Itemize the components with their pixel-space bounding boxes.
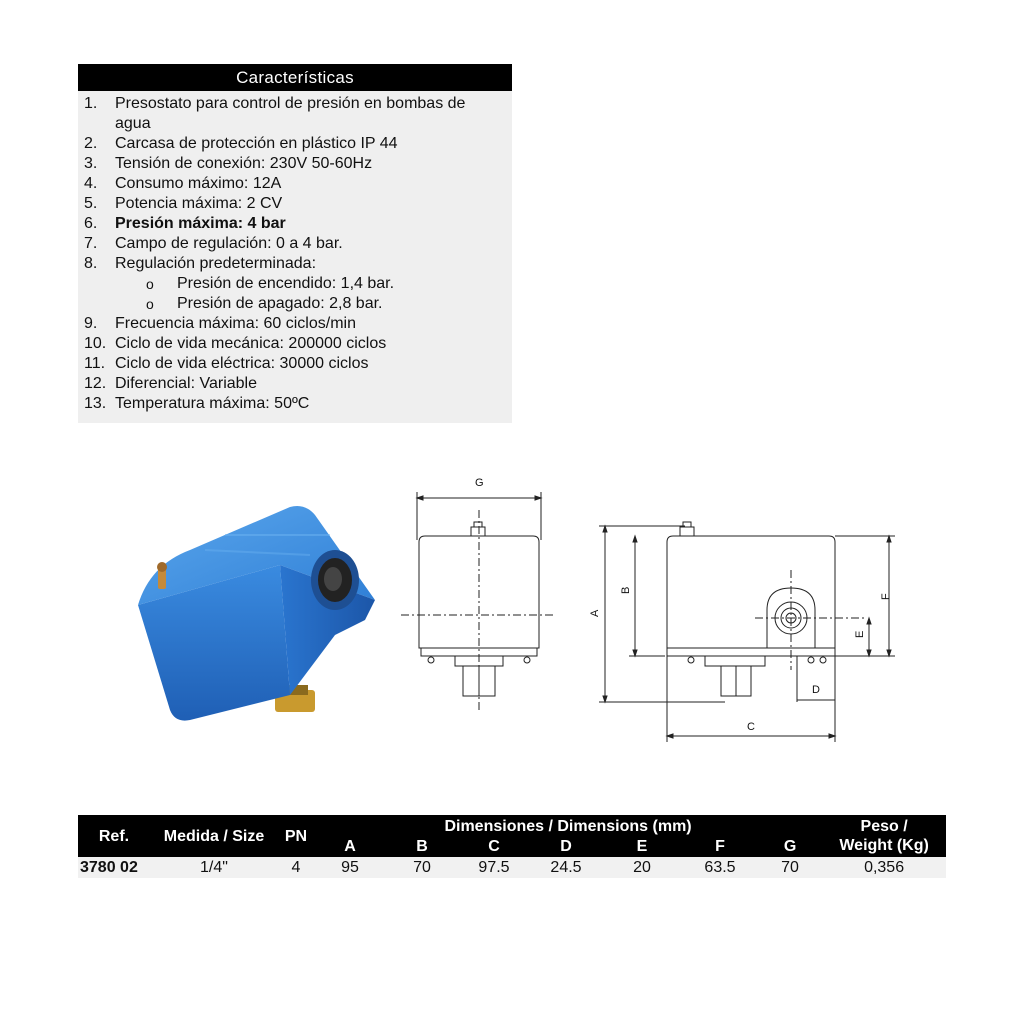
item-number: 3. (84, 155, 98, 172)
feature-text: Presión de apagado: 2,8 bar. (177, 295, 383, 312)
item-number: 5. (84, 195, 98, 212)
feature-text: Presostato para control de presión en bombas de agua (115, 95, 466, 132)
feature-item (78, 394, 512, 414)
front-view (401, 492, 555, 710)
cell-ref: 3780 02 (80, 859, 138, 876)
header-dim-d: D (560, 838, 572, 855)
label-d: D (812, 684, 820, 696)
feature-item (78, 154, 512, 174)
item-number: 13. (84, 395, 107, 412)
feature-item (78, 94, 512, 134)
cell-b: 70 (413, 859, 431, 876)
feature-subitem (78, 274, 512, 294)
header-dim-e: E (636, 838, 648, 855)
feature-text: Ciclo de vida mecánica: 200000 ciclos (115, 335, 387, 352)
label-e: E (854, 630, 866, 638)
header-dim-b: B (416, 838, 428, 855)
cell-c: 97.5 (478, 859, 510, 876)
feature-item (78, 214, 512, 234)
item-number: 7. (84, 235, 98, 252)
label-b: B (620, 586, 632, 594)
header-dim-a: A (344, 838, 356, 855)
header-weight-line1: Peso / (860, 818, 908, 835)
features-panel (78, 64, 512, 423)
feature-text: Consumo máximo: 12A (115, 175, 282, 192)
feature-item (78, 174, 512, 194)
cell-pn: 4 (291, 859, 301, 876)
feature-text: Regulación predeterminada: (115, 255, 317, 272)
item-number: 11. (84, 355, 106, 372)
technical-drawing (395, 470, 910, 750)
item-number: 6. (84, 215, 98, 232)
features-list (78, 91, 512, 414)
item-number: 8. (84, 255, 98, 272)
feature-item (78, 234, 512, 254)
header-dimensions: Dimensiones / Dimensions (mm) (444, 818, 692, 835)
feature-item (78, 134, 512, 154)
label-g: G (475, 477, 484, 489)
header-ref: Ref. (98, 827, 130, 845)
cell-f: 63.5 (704, 859, 736, 876)
features-header: Características (78, 64, 512, 91)
feature-text: Tensión de conexión: 230V 50-60Hz (115, 155, 373, 172)
cell-g: 70 (781, 859, 799, 876)
item-number: 1. (84, 95, 98, 112)
item-number: 10. (84, 335, 107, 352)
label-a: A (589, 609, 601, 617)
label-f: F (880, 593, 892, 600)
feature-item (78, 354, 512, 374)
label-c: C (747, 721, 755, 733)
pressure-switch-image (130, 495, 380, 725)
feature-text: Potencia máxima: 2 CV (115, 195, 283, 212)
table-row (78, 857, 946, 878)
header-size: Medida / Size (163, 827, 265, 845)
cell-d: 24.5 (550, 859, 582, 876)
item-number: 4. (84, 175, 98, 192)
feature-text: Campo de regulación: 0 a 4 bar. (115, 235, 343, 252)
header-dim-f: F (715, 838, 725, 855)
cell-e: 20 (633, 859, 651, 876)
feature-item (78, 334, 512, 354)
feature-text: Carcasa de protección en plástico IP 44 (115, 135, 398, 152)
dimension-diagram (395, 470, 910, 750)
cell-weight: 0,356 (864, 859, 905, 876)
side-view (599, 522, 895, 742)
bullet-marker: o (146, 296, 154, 312)
feature-text: Temperatura máxima: 50ºC (115, 395, 310, 412)
feature-text: Ciclo de vida eléctrica: 30000 ciclos (115, 355, 369, 372)
feature-text: Diferencial: Variable (115, 375, 257, 392)
header-pn: PN (284, 827, 308, 845)
feature-item (78, 254, 512, 274)
feature-text: Presión máxima: 4 bar (115, 215, 286, 232)
header-weight-line2: Weight (Kg) (839, 837, 929, 854)
feature-item (78, 314, 512, 334)
cell-a: 95 (341, 859, 359, 876)
feature-subitem (78, 294, 512, 314)
feature-text: Presión de encendido: 1,4 bar. (177, 275, 395, 292)
cell-size: 1/4" (200, 859, 228, 876)
item-number: 2. (84, 135, 98, 152)
feature-text: Frecuencia máxima: 60 ciclos/min (115, 315, 356, 332)
item-number: 12. (84, 375, 107, 392)
dimensions-table (78, 815, 946, 878)
item-number: 9. (84, 315, 98, 332)
bullet-marker: o (146, 276, 154, 292)
header-dim-g: G (783, 838, 797, 855)
feature-item (78, 194, 512, 214)
feature-item (78, 374, 512, 394)
product-photo (130, 495, 380, 725)
header-dim-c: C (488, 838, 500, 855)
